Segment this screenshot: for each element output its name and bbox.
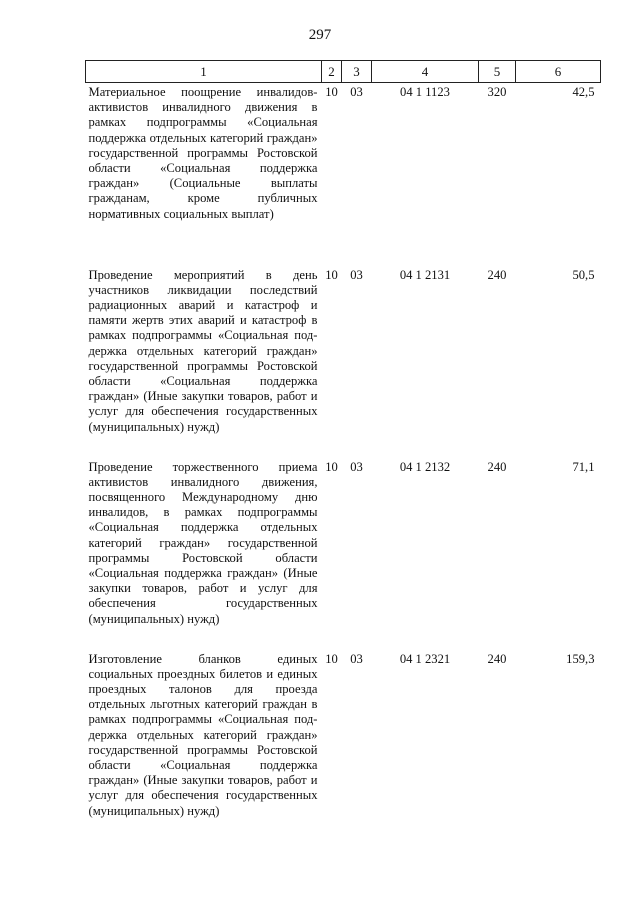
budget-table (85, 60, 601, 826)
row-expense-type-code: 240 (487, 651, 507, 666)
row-expense-type-code: 320 (487, 85, 507, 99)
column-header-3: 3 (342, 61, 372, 83)
row-target-article-code: 04 1 2321 (399, 651, 451, 666)
row-description: Материальное поощрение инвалидов-активистов инвалидного движения в рамках подпрограммы «Социальная поддержка отдельных категорий граждан» государственной программы Ростовской области «Социальная поддержка граждан» (Социальные выплаты гражданам, кроме публичных нормативных социальных выплат) (88, 85, 318, 221)
row-subsection-code: 03 (350, 85, 363, 99)
column-header-2: 2 (322, 61, 342, 83)
row-target-article-code: 04 1 2132 (399, 459, 451, 474)
row-subsection-code: 03 (350, 267, 363, 282)
table-row (86, 652, 601, 826)
row-section-code: 10 (325, 85, 338, 99)
row-description: Изготовление бланков единых социальных проездных билетов и единых проездных талонов для проезда отдельных льготных категорий граждан в рамках подпрограммы «Социальная поддержка отдельных категорий граждан» государственной программы Ростовской области «Социальная поддержка граждан» (Иные закупки товаров, работ и услуг для обеспечения государственных (муниципальных) нужд) (88, 651, 318, 818)
column-header-6: 6 (516, 61, 601, 83)
table-row (86, 460, 601, 652)
column-header-1: 1 (86, 61, 322, 83)
column-header-4: 4 (372, 61, 479, 83)
row-subsection-code: 03 (350, 459, 363, 474)
table-row (86, 268, 601, 460)
row-sum: 71,1 (572, 459, 595, 474)
column-header-5: 5 (479, 61, 516, 83)
row-description: Проведение торжественного приема активистов инвалидного движения, посвященного Международному дню инвалидов, в рамках подпрограммы «Социальная поддержка отдельных категорий граждан» государственной программы Ростовской области «Социальная поддержка граждан» (Иные закупки товаров, работ и услуг для обеспечения государственных (муниципальных) нужд) (88, 459, 318, 626)
row-expense-type-code: 240 (487, 459, 507, 474)
row-target-article-code: 04 1 2131 (399, 267, 451, 282)
row-sum: 50,5 (572, 267, 595, 282)
table-header-row (86, 61, 601, 83)
table-row (86, 83, 601, 268)
row-section-code: 10 (325, 459, 338, 474)
row-section-code: 10 (325, 267, 338, 282)
row-expense-type-code: 240 (487, 267, 507, 282)
row-subsection-code: 03 (350, 651, 363, 666)
row-description: Проведение мероприятий в день участников ликвидации последствий радиационных аварий и катастроф и памяти жертв этих аварий и катастроф в рамках подпрограммы «Социальная поддержка отдельных категорий граждан» государственной программы Ростовской области «Социальная поддержка граждан» (Иные закупки товаров, работ и услуг для обеспечения государственных (муниципальных) нужд) (88, 267, 318, 434)
row-sum: 159,3 (566, 651, 595, 666)
page-number: 297 (308, 27, 332, 43)
row-section-code: 10 (325, 651, 338, 666)
row-target-article-code: 04 1 1123 (400, 85, 450, 99)
row-sum: 42,5 (572, 85, 595, 99)
